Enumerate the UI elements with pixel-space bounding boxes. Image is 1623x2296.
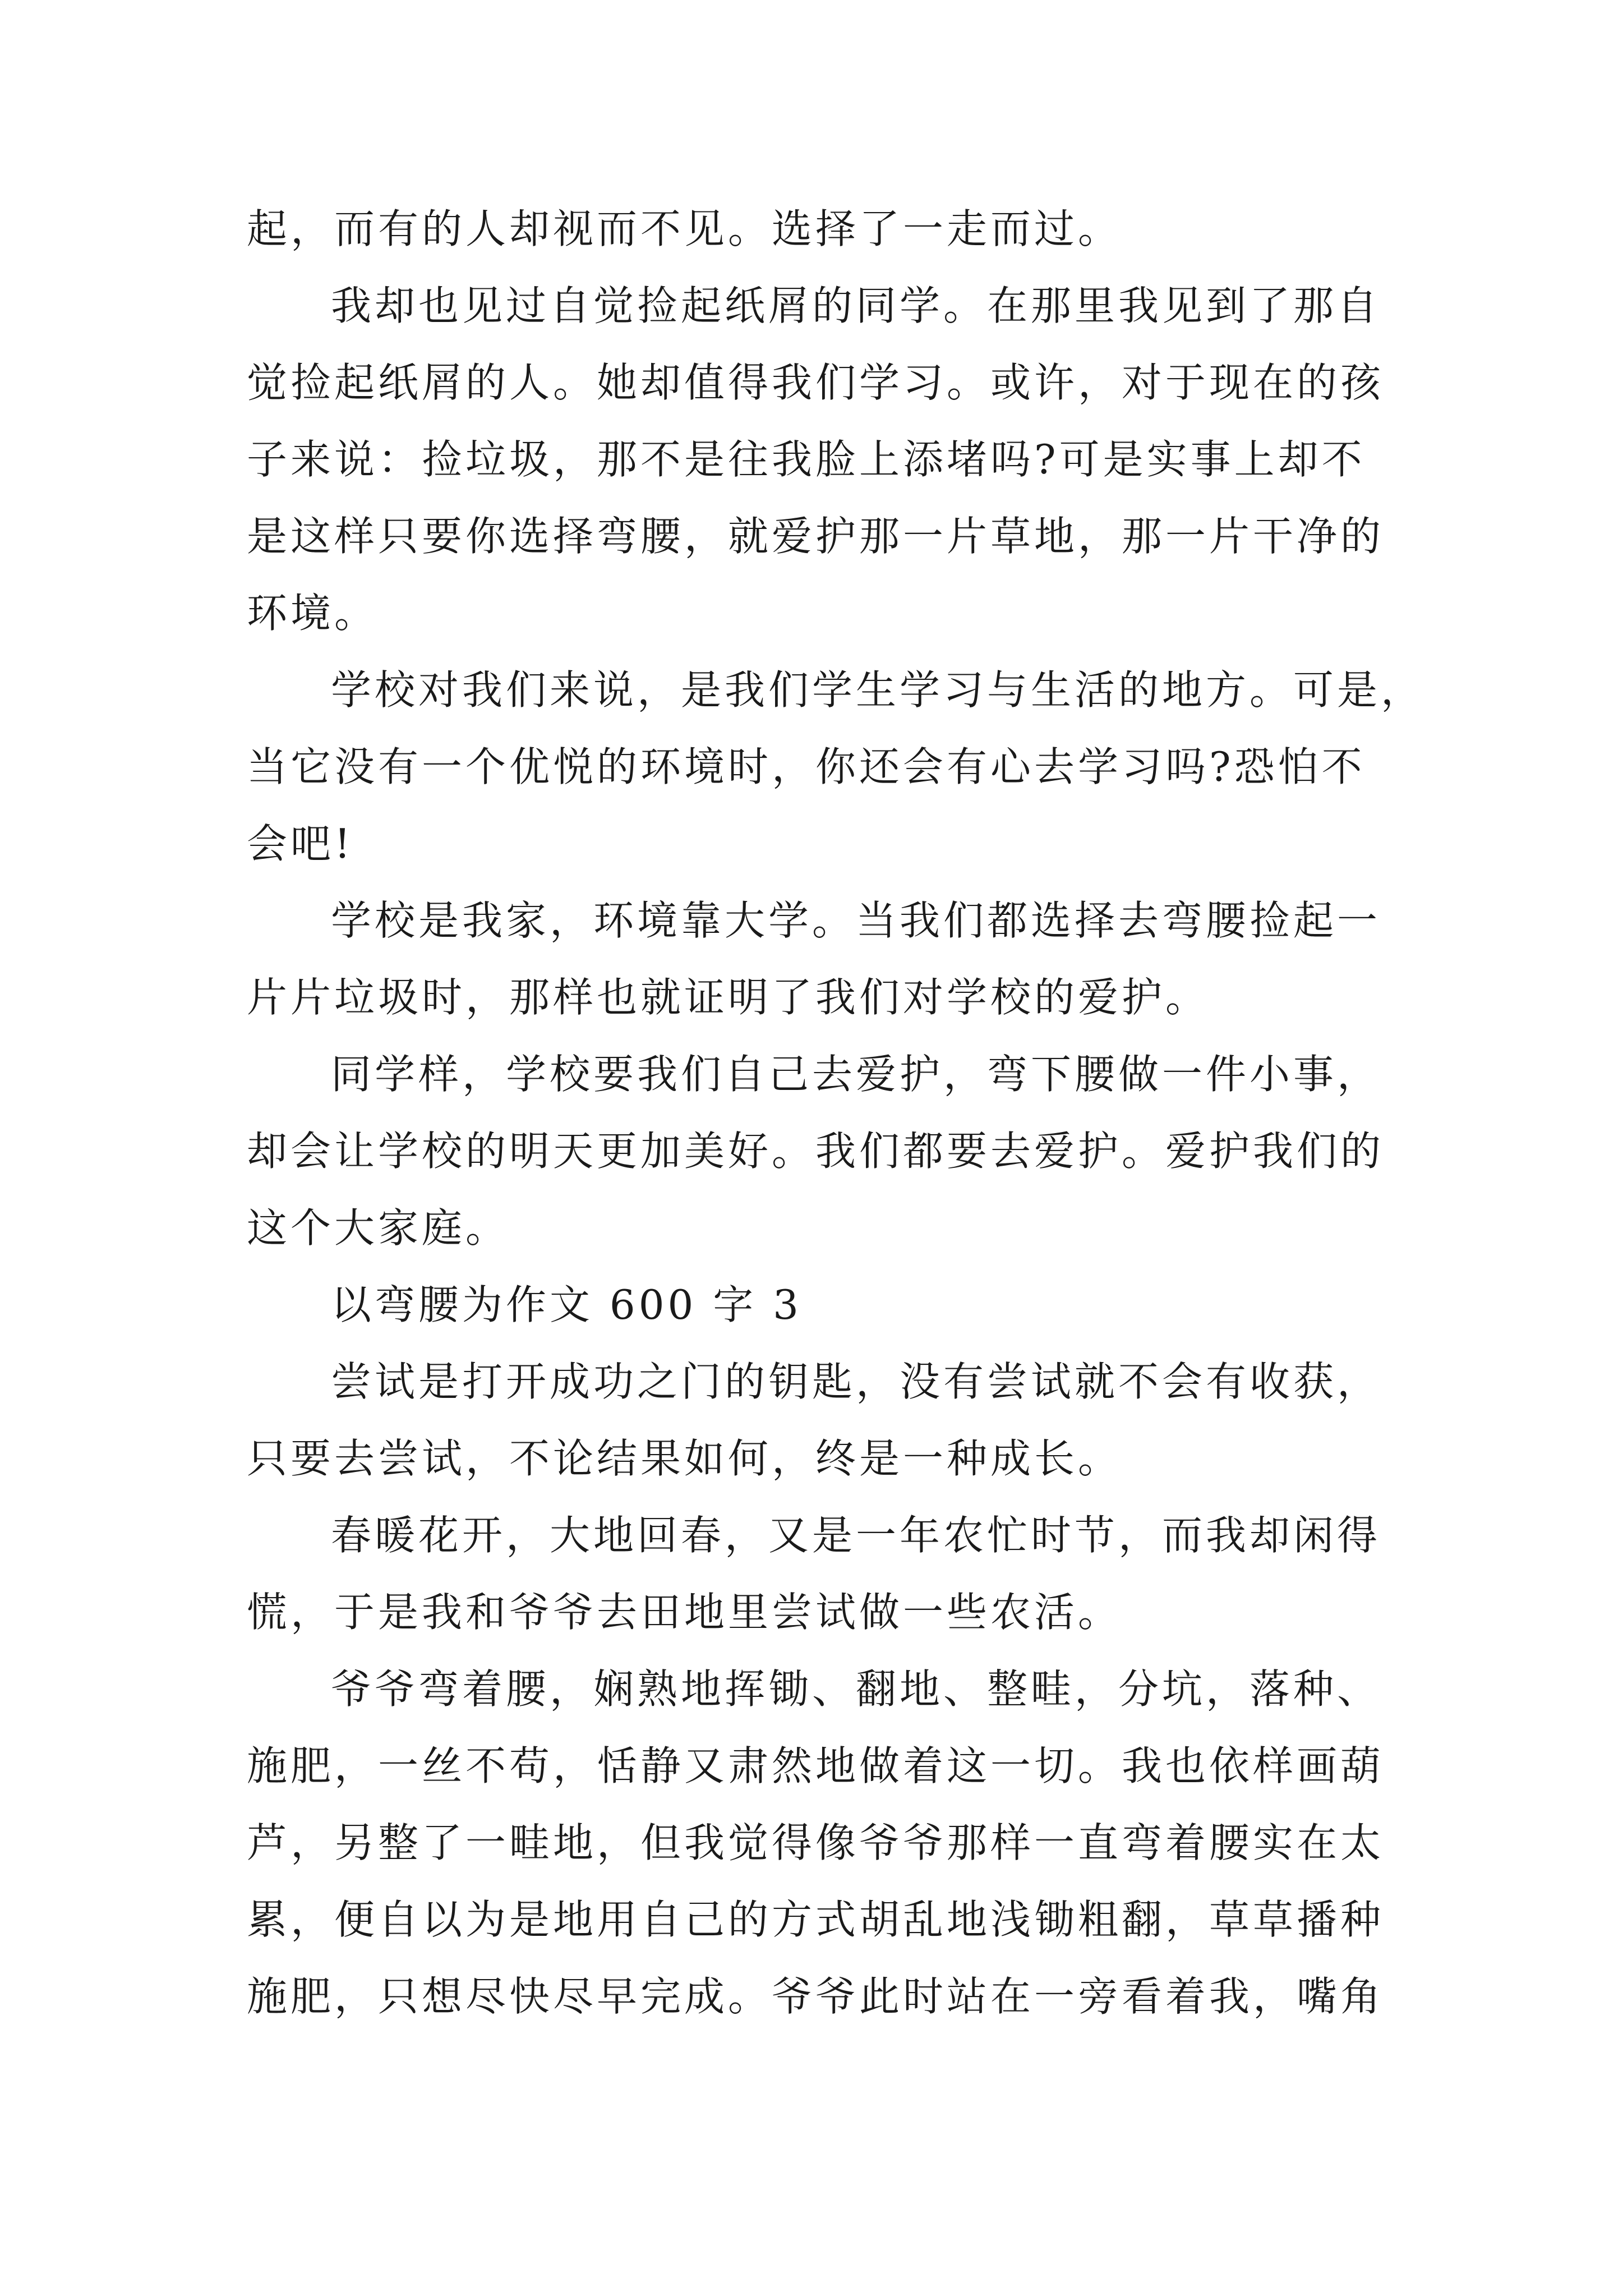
text-line: 慌，于是我和爷爷去田地里尝试做一些农活。: [247, 1589, 1122, 1636]
text-line: 同学样，学校要我们自己去爱护，弯下腰做一件小事，: [331, 1051, 1381, 1098]
text-line: 尝试是打开成功之门的钥匙，没有尝试就不会有收获，: [331, 1358, 1381, 1405]
text-line: 会吧!: [247, 820, 354, 867]
text-line: 当它没有一个优悦的环境时，你还会有心去学习吗?恐怕不: [247, 743, 1366, 790]
essay-text: [247, 191, 1425, 2035]
text-line: 学校是我家，环境靠大学。当我们都选择去弯腰捡起一: [331, 897, 1381, 944]
text-line: 累，便自以为是地用自己的方式胡乱地浅锄粗翻，草草播种: [247, 1896, 1385, 1943]
text-line: 我却也见过自觉捡起纸屑的同学。在那里我见到了那自: [331, 282, 1381, 329]
text-line: 片片垃圾时，那样也就证明了我们对学校的爱护。: [247, 974, 1210, 1021]
text-line: 只要去尝试，不论结果如何，终是一种成长。: [247, 1435, 1122, 1482]
text-line: 施肥，一丝不苟，恬静又肃然地做着这一切。我也依样画葫: [247, 1742, 1385, 1789]
text-line: 春暖花开，大地回春，又是一年农忙时节，而我却闲得: [331, 1512, 1381, 1559]
text-line: 芦，另整了一畦地，但我觉得像爷爷那样一直弯着腰实在太: [247, 1819, 1385, 1866]
text-line: 爷爷弯着腰，娴熟地挥锄、翻地、整畦，分坑，落种、: [331, 1665, 1381, 1713]
text-line: 环境。: [247, 590, 379, 637]
text-line: 子来说：捡垃圾，那不是往我脸上添堵吗?可是实事上却不: [247, 436, 1366, 483]
text-line: 起，而有的人却视而不见。选择了一走而过。: [247, 205, 1122, 252]
text-line: 却会让学校的明天更加美好。我们都要去爱护。爱护我们的: [247, 1128, 1385, 1175]
text-line: 施肥，只想尽快尽早完成。爷爷此时站在一旁看着我，嘴角: [247, 1973, 1385, 2020]
text-line: 学校对我们来说，是我们学生学习与生活的地方。可是，: [331, 666, 1425, 714]
text-line: 这个大家庭。: [247, 1204, 510, 1251]
section-heading: 以弯腰为作文 600 字 3: [331, 1281, 802, 1328]
text-line: 觉捡起纸屑的人。她却值得我们学习。或许，对于现在的孩: [247, 359, 1385, 406]
text-line: 是这样只要你选择弯腰，就爱护那一片草地，那一片干净的: [247, 513, 1385, 560]
